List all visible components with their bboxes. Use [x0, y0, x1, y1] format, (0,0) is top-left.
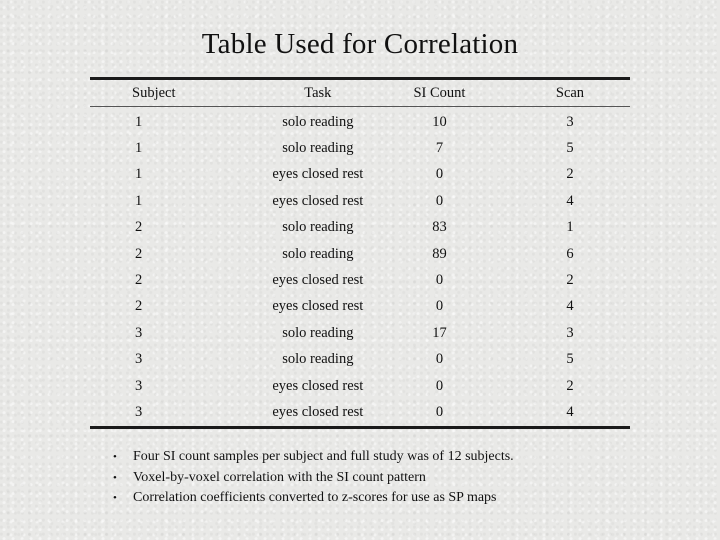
cell-si-count: 0 — [435, 298, 444, 315]
note-text: Correlation coefficients converted to z-scores for use as SP maps — [133, 490, 497, 505]
cell-subject: 1 — [135, 140, 143, 157]
cell-subject: 3 — [135, 324, 143, 341]
cell-scan: 4 — [566, 192, 574, 209]
correlation-table-container — [90, 77, 630, 429]
cell-task: eyes closed rest — [272, 298, 364, 315]
cell-si-count: 0 — [435, 403, 444, 420]
table-body — [90, 107, 630, 428]
cell-subject: 1 — [135, 192, 143, 209]
cell-subject: 2 — [135, 298, 143, 315]
cell-si-count: 83 — [432, 219, 447, 236]
table-row — [90, 135, 630, 161]
table-row — [90, 162, 630, 188]
cell-task: solo reading — [282, 113, 354, 130]
cell-task: solo reading — [282, 140, 354, 157]
cell-si-count: 89 — [432, 245, 447, 262]
cell-task: eyes closed rest — [272, 192, 364, 209]
cell-si-count: 10 — [432, 113, 447, 130]
cell-si-count: 17 — [432, 324, 447, 341]
correlation-table — [90, 77, 630, 429]
cell-subject: 3 — [135, 377, 143, 394]
cell-scan: 2 — [566, 272, 574, 289]
cell-subject: 1 — [135, 113, 143, 130]
cell-task: solo reading — [282, 245, 354, 262]
cell-si-count: 0 — [435, 272, 444, 289]
note-text: Four SI count samples per subject and full study was of 12 subjects. — [133, 449, 514, 464]
cell-subject: 3 — [135, 351, 143, 368]
cell-si-count: 0 — [435, 192, 444, 209]
cell-si-count: 0 — [435, 351, 444, 368]
cell-subject: 2 — [135, 245, 143, 262]
header-subject: Subject — [90, 79, 257, 107]
cell-scan: 5 — [566, 351, 574, 368]
cell-scan: 2 — [566, 377, 574, 394]
cell-scan: 6 — [566, 245, 574, 262]
table-row — [90, 373, 630, 399]
table-row — [90, 188, 630, 214]
cell-task: eyes closed rest — [272, 377, 364, 394]
cell-subject: 3 — [135, 403, 143, 420]
table-row — [90, 241, 630, 267]
table-row — [90, 107, 630, 136]
cell-scan: 1 — [566, 219, 574, 236]
header-scan: Scan — [500, 79, 630, 107]
cell-task: eyes closed rest — [272, 272, 364, 289]
cell-scan: 2 — [566, 166, 574, 183]
table-row — [90, 294, 630, 320]
list-item — [113, 488, 673, 509]
note-text: Voxel-by-voxel correlation with the SI count pattern — [133, 469, 426, 485]
header-si-count: SI Count — [379, 79, 500, 107]
cell-subject: 1 — [135, 166, 143, 183]
cell-task: solo reading — [282, 324, 354, 341]
table-row — [90, 347, 630, 373]
cell-subject: 2 — [135, 219, 143, 236]
table-row — [90, 267, 630, 293]
cell-task: eyes closed rest — [272, 166, 364, 183]
table-row — [90, 215, 630, 241]
table-row — [90, 399, 630, 427]
list-item — [113, 468, 673, 489]
cell-task: solo reading — [282, 351, 354, 368]
list-item — [113, 447, 673, 468]
cell-scan: 3 — [566, 113, 574, 130]
cell-scan: 4 — [566, 403, 574, 420]
cell-scan: 3 — [566, 324, 574, 341]
cell-subject: 2 — [135, 272, 143, 289]
page-title: Table Used for Correlation — [201, 28, 519, 60]
cell-scan: 4 — [566, 298, 574, 315]
cell-task: solo reading — [282, 219, 354, 236]
bullet-icon: • — [113, 451, 117, 463]
cell-si-count: 0 — [435, 377, 444, 394]
cell-si-count: 0 — [435, 166, 444, 183]
table-row — [90, 320, 630, 346]
cell-si-count: 7 — [435, 140, 444, 157]
header-task: Task — [257, 79, 379, 107]
bullet-notes — [113, 447, 673, 509]
bullet-icon: • — [113, 492, 117, 504]
table-header-row — [90, 79, 630, 107]
bullet-icon: • — [113, 471, 117, 484]
cell-scan: 5 — [566, 140, 574, 157]
cell-task: eyes closed rest — [272, 403, 364, 420]
